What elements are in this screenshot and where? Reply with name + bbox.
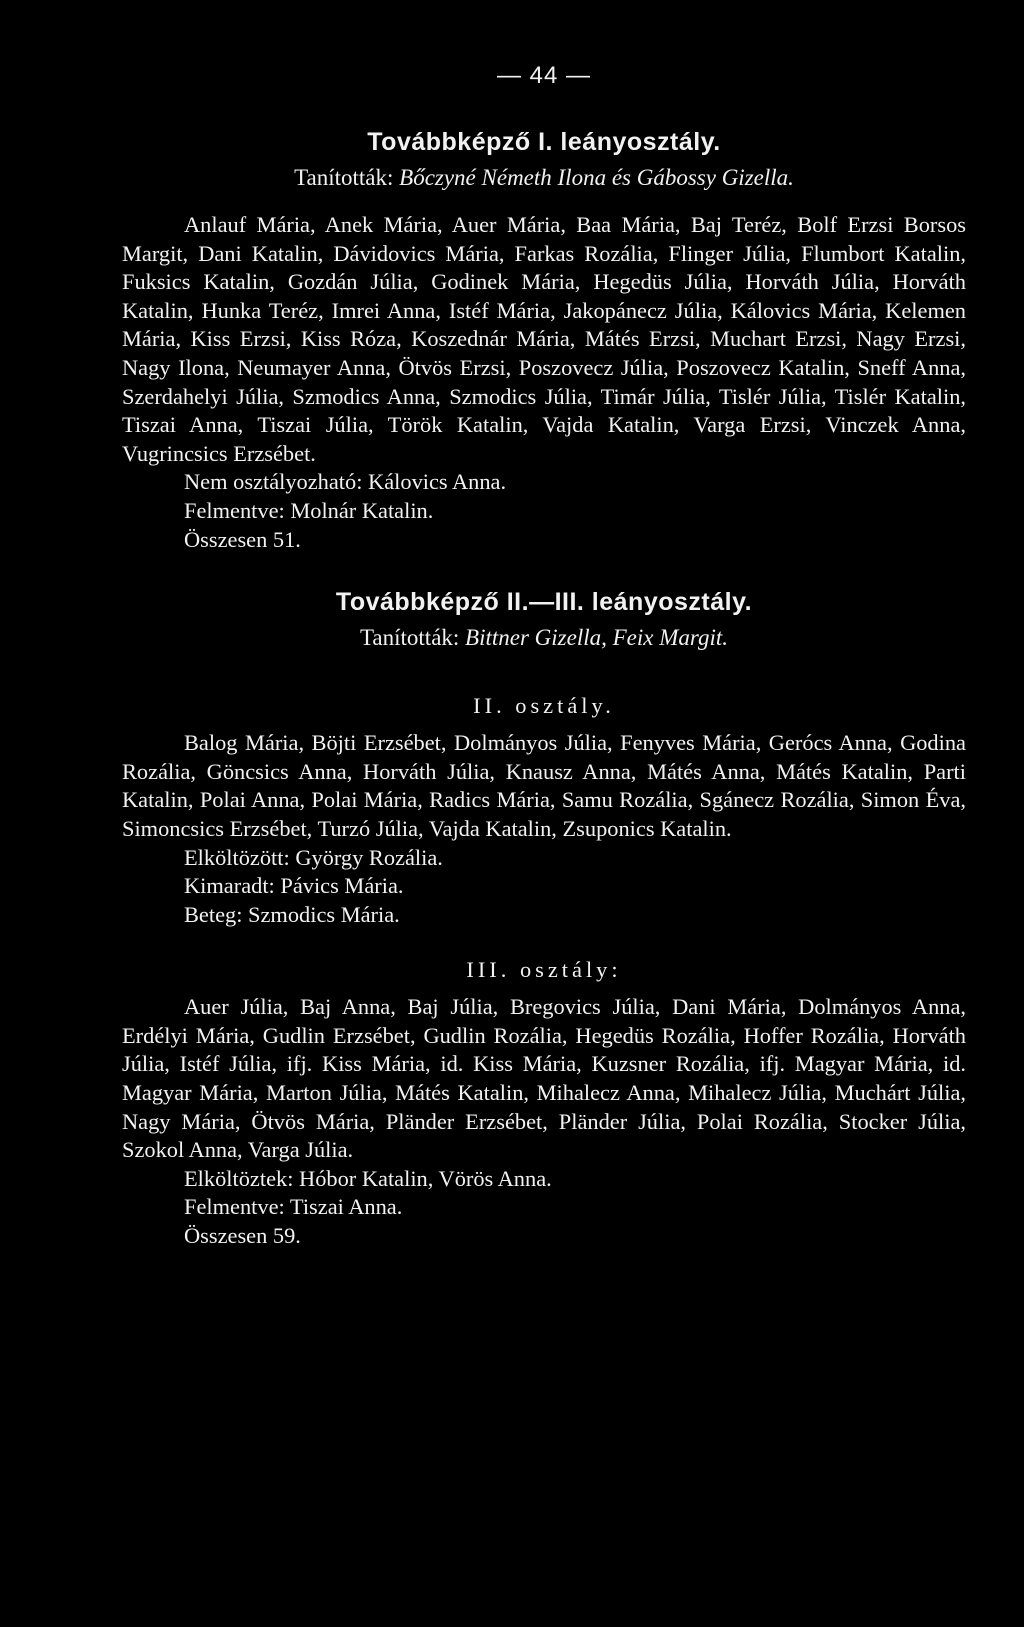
teachers-line — [122, 165, 966, 191]
teachers-line — [122, 625, 966, 651]
moved-away-note: Elköltözött: György Rozália. — [184, 844, 443, 870]
teachers-names: Bittner Gizella, Feix Margit. — [465, 625, 729, 651]
class-2-block — [122, 693, 966, 929]
not-classifiable-note: Nem osztályozható: Kálovics Anna. — [184, 469, 507, 495]
class-heading: II. osztály. — [473, 693, 615, 719]
class-heading: III. osztály: — [466, 957, 622, 983]
student-list: Auer Júlia, Baj Anna, Baj Júlia, Bregovics Júlia, Dani Mária, Dolmányos Anna, Erdélyi Mária, Gudlin Erzsébet, Gudlin Rozália, Hegedüs Rozália, Hoffer Rozália, Horváth Júlia, Istéf Júlia, ifj. Kiss Mária, id. Kiss Mária, Kuzsner Rozália, ifj. Magyar Mária, id. Magyar Mária, Marton Júlia, Mátés Katalin, Mihalecz Anna, Mihalecz Júlia, Muchárt Júlia, Nagy Mária, Ötvös Mária, Pländer Erzsébet, Pländer Júlia, Polai Rozália, Stocker Júlia, Szokol Anna, Varga Júlia. — [122, 994, 966, 1163]
teachers-label: Tanították: — [359, 625, 460, 651]
section-continuing-girls-class-1 — [122, 128, 966, 554]
total-note: Összesen 51. — [184, 526, 301, 552]
student-list: Anlauf Mária, Anek Mária, Auer Mária, Baa Mária, Baj Teréz, Bolf Erzsi Borsos Margit, Dani Katalin, Dávidovics Mária, Farkas Rozália, Flinger Júlia, Flumbort Katalin, Fuksics Katalin, Gozdán Júlia, Godinek Mária, Hegedüs Júlia, Horváth Júlia, Horváth Katalin, Hunka Teréz, Imrei Anna, Istéf Mária, Jakopánecz Júlia, Kálovics Mária, Kelemen Mária, Kiss Erzsi, Kiss Róza, Koszednár Mária, Mátés Erzsi, Muchart Erzsi, Nagy Erzsi, Nagy Ilona, Neumayer Anna, Ötvös Erzsi, Poszovecz Júlia, Poszovecz Katalin, Sneff Anna, Szerdahelyi Júlia, Szmodics Anna, Szmodics Júlia, Timár Júlia, Tislér Júlia, Tislér Katalin, Tiszai Anna, Tiszai Júlia, Török Katalin, Vajda Katalin, Varga Erzsi, Vinczek Anna, Vugrincsics Erzsébet. — [122, 212, 966, 466]
exempt-note: Felmentve: Molnár Katalin. — [184, 497, 434, 523]
exempt-note: Felmentve: Tiszai Anna. — [184, 1194, 403, 1220]
dropped-out-note: Kimaradt: Pávics Mária. — [184, 873, 404, 899]
section-continuing-girls-class-2-3 — [122, 588, 966, 1251]
student-list: Balog Mária, Böjti Erzsébet, Dolmányos Júlia, Fenyves Mária, Gerócs Anna, Godina Rozália, Göncsics Anna, Horváth Júlia, Knausz Anna, Mátés Anna, Mátés Katalin, Parti Katalin, Polai Anna, Polai Mária, Radics Mária, Samu Rozália, Sgánecz Rozália, Simon Éva, Simoncsics Erzsébet, Turzó Júlia, Vajda Katalin, Zsuponics Katalin. — [122, 730, 966, 841]
section-title: Továbbképző II.—III. leányosztály. — [335, 588, 753, 617]
total-note: Összesen 59. — [184, 1223, 301, 1249]
teachers-label: Tanították: — [294, 165, 394, 190]
teachers-names: Bőczyné Németh Ilona és Gábossy Gizella. — [399, 165, 794, 190]
sick-note: Beteg: Szmodics Mária. — [184, 901, 400, 927]
page-number: — 44 — — [496, 62, 592, 89]
section-title: Továbbképző I. leányosztály. — [367, 128, 721, 156]
document-page — [122, 62, 966, 1251]
class-3-block — [122, 957, 966, 1250]
moved-away-note: Elköltöztek: Hóbor Katalin, Vörös Anna. — [184, 1165, 552, 1191]
